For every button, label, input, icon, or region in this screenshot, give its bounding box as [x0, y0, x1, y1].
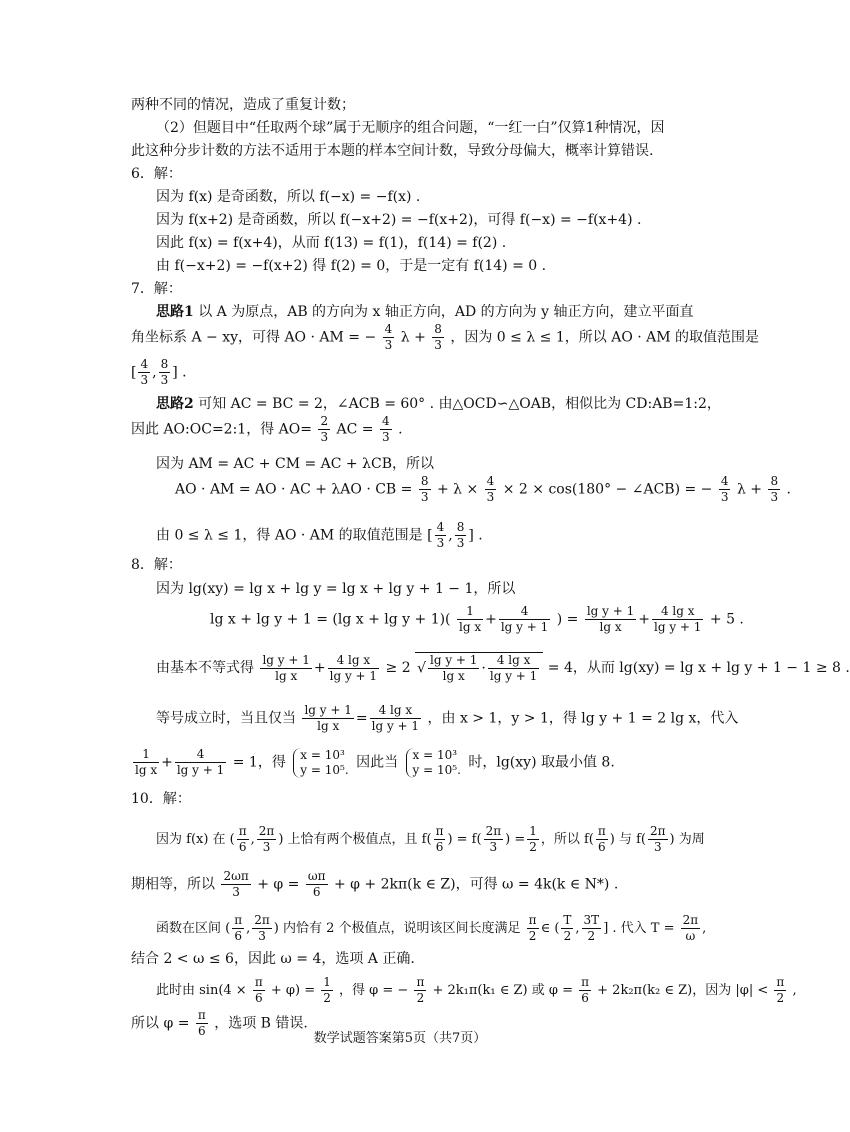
fraction — [252, 913, 272, 944]
text-span: ) 上恰有两个极值点，且 f( — [278, 832, 432, 847]
denominator: 6 — [598, 840, 606, 854]
fraction — [380, 414, 392, 445]
numerator: π — [254, 975, 263, 989]
numerator: 2π — [254, 913, 270, 927]
text-span: ，选项 B 错误. — [214, 1015, 308, 1032]
denominator: 3 — [436, 536, 445, 550]
text-span: + φ) = — [270, 983, 316, 998]
text-span: = 4，从而 lg(xy) = lg x + lg y + 1 − 1 ≥ 8 . — [547, 660, 850, 676]
numerator: π — [416, 975, 425, 989]
denominator: 6 — [198, 1024, 206, 1038]
fraction — [485, 474, 497, 505]
text-line: 因为 AM = AC + CM = AC + λCB，所以 — [156, 456, 434, 472]
text-span: ) = — [505, 832, 526, 847]
system-row: y = 10⁵. — [412, 762, 461, 777]
question-10-heading: 10．解： — [131, 791, 191, 807]
numerator: 1 — [133, 747, 159, 763]
system-row: x = 10³ — [412, 747, 458, 762]
text-line: [ $\frac{4}{3}$ , $\frac{8}{3}$ ] . — [131, 357, 187, 387]
denominator: 3 — [486, 490, 495, 504]
system-row: x = 10³ — [300, 747, 345, 762]
numerator: lg y + 1 — [262, 652, 310, 667]
text-span: ) = f( — [447, 832, 482, 847]
numerator: π — [597, 824, 606, 838]
question-7-heading: 7．解： — [131, 281, 182, 297]
text-span: 由基本不等式得 — [156, 660, 254, 676]
text-span: ] . 代入 T = — [603, 921, 675, 936]
text-span: 函数在区间 ( — [156, 921, 231, 936]
text-span: ) 与 f( — [609, 832, 647, 847]
text-span: + λ × — [436, 481, 479, 498]
fraction — [527, 913, 539, 944]
fraction — [527, 824, 539, 855]
text-span: × 2 × cos(180° − ∠ACB) = − — [502, 481, 713, 498]
denominator: lg y + 1 — [654, 620, 702, 634]
fraction — [582, 913, 602, 944]
denominator: 6 — [254, 991, 263, 1005]
fraction — [432, 322, 444, 353]
denominator: lg x — [317, 719, 340, 733]
fraction — [321, 975, 333, 1006]
numerator: 2 — [320, 414, 329, 428]
text-span: 此时由 sin(4 × — [156, 983, 247, 998]
text-span: + 5 . — [709, 611, 744, 628]
numerator: 1 — [323, 975, 331, 989]
denominator: 3 — [258, 929, 266, 943]
fraction — [414, 975, 426, 1006]
text-span: ，得 φ = − — [339, 983, 409, 998]
text-span: + 2k₂π(k₂ ∈ Z)，因为 |φ| < — [597, 983, 769, 998]
text-line: 两种不同的情况，造成了重复计数； — [131, 97, 355, 113]
fraction — [383, 322, 395, 353]
numerator: lg y + 1 — [586, 604, 635, 618]
fraction — [260, 653, 311, 684]
square-root: √ $\frac{\text{lg y + 1}}{\text{lg x}}$ · $\frac{\text{4 lg x}}{\text{lg y + 1}}$ — [415, 652, 543, 684]
numerator: 8 — [160, 357, 169, 371]
numerator: 4 — [436, 520, 445, 534]
denominator: lg x — [442, 669, 465, 683]
fraction — [457, 604, 483, 635]
text-span: . — [786, 481, 791, 498]
denominator: ω — [685, 929, 696, 943]
fraction — [652, 604, 703, 635]
denominator: lg y + 1 — [176, 763, 225, 777]
numerator: 2π — [650, 824, 666, 838]
fraction — [561, 913, 573, 944]
denominator: 3 — [720, 490, 729, 504]
text-span: ，因为 0 ≤ λ ≤ 1，所以 AO · AM 的取值范围是 — [450, 329, 760, 346]
fraction — [253, 975, 265, 1006]
equation-system — [293, 748, 348, 778]
text-span: + φ = — [257, 876, 300, 893]
numerator: 4 — [720, 474, 729, 488]
text-span: 由 0 ≤ λ ≤ 1，得 AO · AM 的取值范围是 [ — [156, 527, 433, 544]
fraction — [596, 824, 608, 855]
text-line: 因此 f(x) = f(x+4)，从而 f(13) = f(1)，f(14) = f(2) . — [156, 235, 507, 251]
question-6-heading: 6．解： — [131, 166, 182, 182]
text-line — [156, 395, 721, 413]
fraction — [257, 824, 277, 855]
text-span: ∈ ( — [540, 921, 560, 936]
text-span: + φ + 2kπ(k ∈ Z)，可得 ω = 4k(k ∈ N*) . — [333, 876, 619, 893]
denominator: 2 — [563, 929, 572, 943]
denominator: 2 — [416, 991, 425, 1005]
denominator: 3 — [384, 338, 393, 352]
denominator: 6 — [234, 929, 242, 943]
numerator: 2π — [258, 824, 275, 838]
numerator: π — [234, 913, 243, 927]
denominator: 3 — [382, 430, 390, 444]
text-line: 等号成立时，当且仅当 $\frac{\text{lg y + 1}}{\text{lg x}}$ = $\frac{\text{4 lg x}}{\text{lg y + 1}}$ ，由 x > 1，y > 1，得 lg y + 1 = 2 lg x，代入 — [156, 703, 739, 733]
text-line: 函数在区间 ( $\frac{\pi}{6}$ , $\frac{2\pi}{3}$ ) 内恰有 2 个极值点，说明该区间长度满足 $\frac{\pi}{2}$ ∈ ( $\frac{T}{2}$ , $\frac{3T}{2}$ ] . 代入 T = $\frac{2\pi}{\omega}$ , — [156, 913, 707, 943]
denominator: 6 — [581, 991, 589, 1005]
fraction — [138, 357, 150, 388]
numerator: 4 — [499, 604, 550, 620]
numerator: 8 — [456, 520, 465, 534]
text-line — [131, 322, 759, 353]
denominator: 3 — [232, 885, 240, 899]
text-span: 角坐标系 A − xy，可得 AO · AM = − — [131, 329, 377, 346]
denominator: 2 — [528, 929, 537, 943]
text-span: 时，lg(xy) 取最小值 8. — [468, 754, 615, 771]
denominator: 2 — [529, 840, 537, 854]
numerator: 2π — [485, 824, 502, 838]
text-line: 因为 f(x) 在 ( $\frac{\pi}{6}$ , $\frac{2\pi}{3}$ ) 上恰有两个极值点，且 f( $\frac{\pi}{6}$ ) = f( $\frac{2\pi}{3}$ ) = $\frac{1}{2}$ ，所以 f( $\frac{\pi}{6}$ ) 与 f( $\frac{2\pi}{3}$ ) 为周 — [156, 824, 705, 854]
numerator: 4 — [384, 322, 393, 336]
text-line — [156, 303, 693, 321]
fraction — [159, 357, 171, 388]
fraction — [302, 703, 353, 734]
fraction — [434, 824, 446, 855]
numerator: 4 — [140, 357, 149, 371]
numerator: 4 — [175, 747, 226, 763]
text-span: 因此 AO:OC=2:1，得 AO= — [131, 421, 312, 438]
fraction — [133, 747, 159, 778]
text-span: ≥ 2 — [385, 660, 411, 676]
fraction — [175, 747, 226, 778]
denominator: 3 — [140, 373, 149, 387]
denominator: 6 — [435, 840, 444, 854]
numerator: π — [238, 824, 247, 838]
fraction — [237, 824, 249, 855]
fraction — [648, 824, 668, 855]
numerator: 8 — [770, 474, 779, 488]
numerator: ωπ — [307, 869, 326, 883]
denominator: 3 — [653, 840, 662, 854]
denominator: lg x — [135, 763, 158, 777]
numerator: 4 — [486, 474, 495, 488]
text-span: λ + — [736, 481, 762, 498]
fraction — [306, 869, 328, 900]
system-row: y = 10⁵. — [300, 762, 349, 777]
fraction — [579, 975, 591, 1006]
denominator: lg y + 1 — [329, 668, 378, 683]
text-line — [131, 414, 403, 445]
fraction — [370, 703, 421, 734]
text-span: ] . — [172, 364, 187, 381]
denominator: 3 — [434, 338, 442, 352]
denominator: lg y + 1 — [500, 620, 549, 634]
denominator: 3 — [262, 840, 271, 854]
text-span: 因此当 — [356, 754, 399, 771]
text-line: 因为 f(x) 是奇函数，所以 f(−x) = −f(x) . — [156, 189, 421, 205]
numerator: 4 lg x — [370, 703, 421, 719]
equation-system — [406, 748, 461, 778]
fraction — [719, 474, 731, 505]
numerator: π — [581, 975, 590, 989]
numerator: π — [435, 824, 444, 838]
text-span: 以 A 为原点，AB 的方向为 x 轴正方向，AD 的方向为 y 轴正方向，建立平面直 — [193, 304, 694, 320]
numerator: 4 lg x — [328, 653, 379, 669]
fraction — [328, 653, 379, 684]
text-span: λ + — [400, 329, 426, 346]
text-span: , — [702, 921, 707, 936]
text-span: + 2k₁π(k₁ ∈ Z) 或 φ = — [432, 983, 573, 998]
numerator: 4 lg x — [652, 604, 703, 620]
denominator: 3 — [489, 840, 498, 854]
denominator: 6 — [238, 840, 247, 854]
fraction — [428, 653, 479, 684]
numerator: 8 — [434, 322, 442, 336]
denominator: lg y + 1 — [489, 669, 538, 683]
text-span: = 1，得 — [232, 754, 286, 771]
fraction — [455, 520, 467, 551]
numerator: 2π — [682, 913, 699, 927]
fraction — [585, 604, 636, 635]
text-span: 因为 f(x) 在 ( — [156, 832, 235, 847]
fraction — [488, 653, 539, 684]
denominator: 3 — [456, 536, 465, 550]
text-span: lg x + lg y + 1 = (lg x + lg y + 1)( — [210, 611, 451, 628]
numerator: T — [563, 913, 572, 927]
denominator: lg y + 1 — [371, 719, 420, 733]
text-line — [175, 474, 791, 505]
text-line: 因为 lg(xy) = lg x + lg y = lg x + lg y + 1 − 1，所以 — [156, 581, 516, 597]
numerator: π — [528, 913, 537, 927]
numerator: π — [776, 975, 785, 989]
numerator: 3T — [583, 913, 600, 927]
text-line: $\frac{1}{\text{lg x}}$ + $\frac{4}{\text{lg y + 1}}$ = 1，得 x = 10³ y = 10⁵. 因此当 x = 10³ y = 10⁵. 时，lg(xy) 取最小值 8. — [135, 747, 615, 777]
fraction — [221, 869, 250, 900]
text-line: 由基本不等式得 $\frac{\text{lg y + 1}}{\text{lg x}}$ + $\frac{\text{4 lg x}}{\text{lg y + 1}}$ ≥ 2 √ $\frac{\text{lg y + 1}}{\text{lg x}}$ · $\frac{\text{4 lg x}}{\text{lg y + 1}}$ = 4，从而 lg(xy) = lg x + lg y + 1 − 1 ≥ 8 . — [156, 652, 850, 683]
numerator: lg y + 1 — [429, 653, 478, 667]
denominator: 2 — [776, 991, 785, 1005]
text-span: 可知 AC = BC = 2，∠ACB = 60° . 由△OCD∽△OAB，相似比为 CD:AB=1:2， — [193, 396, 721, 412]
numerator: π — [197, 1008, 206, 1022]
text-line: 因为 f(x+2) 是奇函数，所以 f(−x+2) = −f(x+2)，可得 f(−x) = −f(x+4) . — [156, 212, 642, 228]
numerator: 1 — [529, 824, 537, 838]
approach-label: 思路2 — [156, 396, 194, 412]
text-line: （2）但题目中“任取两个球”属于无顺序的组合问题，“一红一白”仅算1种情况，因 — [156, 120, 665, 136]
denominator: lg x — [275, 668, 298, 683]
numerator: 1 — [457, 604, 483, 620]
fraction — [499, 604, 550, 635]
approach-label: 思路1 — [156, 304, 194, 320]
denominator: 3 — [770, 490, 779, 504]
denominator: lg x — [458, 620, 482, 634]
numerator: 2ωπ — [223, 869, 249, 883]
denominator: 3 — [160, 373, 169, 387]
fraction — [232, 913, 244, 944]
fraction — [484, 824, 504, 855]
text-span: [ — [131, 364, 137, 381]
text-span: ) 内恰有 2 个极值点，说明该区间长度满足 — [273, 921, 521, 936]
text-line: 结合 2 < ω ≤ 6，因此 ω = 4，选项 A 正确. — [131, 951, 415, 967]
denominator: 3 — [420, 490, 429, 504]
fraction — [435, 520, 447, 551]
text-line: lg x + lg y + 1 = (lg x + lg y + 1)( $\frac{1}{\text{lg x}}$ + $\frac{4}{\text{lg y + 1}}$ ) = $\frac{\text{lg y + 1}}{\text{lg x}}$ + $\frac{\text{4 lg x}}{\text{lg y + 1}}$ + 5 . — [210, 604, 744, 634]
denominator: lg x — [599, 620, 622, 634]
page-footer: 数学试题答案第5页（共7页） — [313, 1031, 487, 1046]
text-span: . — [398, 421, 403, 438]
denominator: 2 — [587, 929, 596, 943]
text-span: ，所以 f( — [540, 832, 594, 847]
text-span: 期相等，所以 — [131, 876, 215, 893]
fraction — [768, 474, 780, 505]
text-span: ) = — [556, 611, 579, 628]
text-span: 等号成立时，当且仅当 — [156, 710, 296, 727]
text-line: 由 0 ≤ λ ≤ 1，得 AO · AM 的取值范围是 [ $\frac{4}{3}$ , $\frac{8}{3}$ ] . — [156, 520, 483, 550]
text-span: 所以 φ = — [131, 1015, 190, 1032]
text-span: , — [792, 983, 797, 998]
question-8-heading: 8．解： — [131, 557, 182, 573]
text-span: AC = — [336, 421, 374, 438]
text-span: ] . — [468, 527, 483, 544]
fraction — [774, 975, 786, 1006]
text-span: AO · AM = AO · AC + λAO · CB = — [175, 481, 413, 498]
denominator: 6 — [312, 885, 321, 899]
text-line — [131, 869, 618, 900]
text-line: 由 f(−x+2) = −f(x+2) 得 f(2) = 0，于是一定有 f(14) = 0 . — [156, 258, 547, 274]
fraction — [681, 913, 701, 944]
numerator: 8 — [420, 474, 429, 488]
text-span: ，由 x > 1，y > 1，得 lg y + 1 = 2 lg x，代入 — [427, 710, 739, 727]
denominator: 2 — [323, 991, 331, 1005]
denominator: 3 — [320, 430, 329, 444]
fraction — [419, 474, 431, 505]
numerator: lg y + 1 — [304, 703, 352, 717]
fraction — [318, 414, 330, 445]
text-line: 此这种分步计数的方法不适用于本题的样本空间计数，导致分母偏大，概率计算错误. — [131, 143, 654, 159]
text-span: ) 为周 — [669, 832, 705, 847]
text-line — [156, 975, 797, 1006]
numerator: 4 — [382, 414, 390, 428]
numerator: 4 lg x — [488, 653, 539, 669]
